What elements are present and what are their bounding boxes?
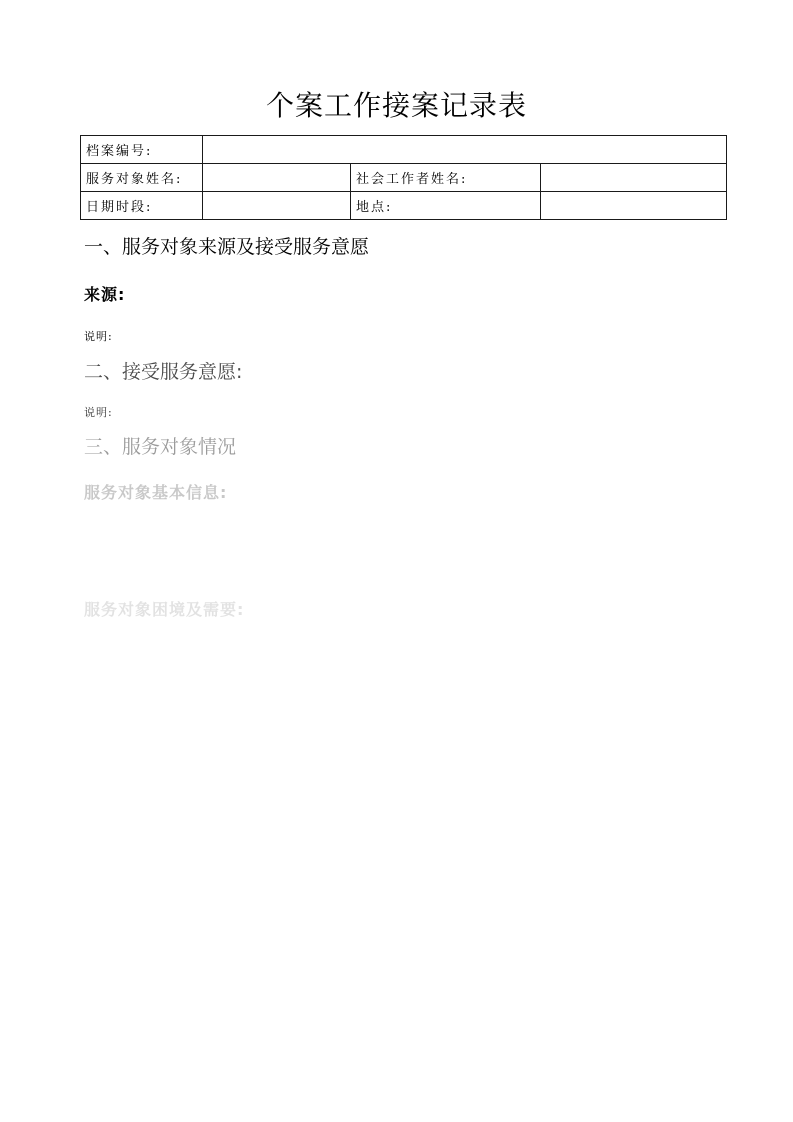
section1-note: 说明:	[84, 330, 113, 343]
client-name-field[interactable]	[203, 164, 351, 192]
file-no-field[interactable]	[203, 136, 727, 164]
section1-heading: 一、服务对象来源及接受服务意愿	[84, 236, 370, 258]
source-label: 来源:	[84, 285, 126, 304]
table-row	[81, 136, 727, 164]
table-row	[81, 192, 727, 220]
location-field[interactable]	[541, 192, 727, 220]
document-title: 个案工作接案记录表	[265, 89, 527, 122]
needs-label: 服务对象困境及需要:	[84, 600, 245, 619]
file-no-label: 档案编号:	[81, 136, 203, 164]
basic-info-label: 服务对象基本信息:	[84, 483, 228, 502]
section2-note: 说明:	[84, 406, 113, 419]
case-info-table	[80, 135, 727, 220]
datetime-field[interactable]	[203, 192, 351, 220]
datetime-label: 日期时段:	[81, 192, 203, 220]
section2-heading: 二、接受服务意愿:	[84, 361, 243, 383]
section3-heading: 三、服务对象情况	[84, 436, 237, 458]
social-worker-label: 社会工作者姓名:	[351, 164, 541, 192]
social-worker-field[interactable]	[541, 164, 727, 192]
client-name-label: 服务对象姓名:	[81, 164, 203, 192]
table-row	[81, 164, 727, 192]
location-label: 地点:	[351, 192, 541, 220]
